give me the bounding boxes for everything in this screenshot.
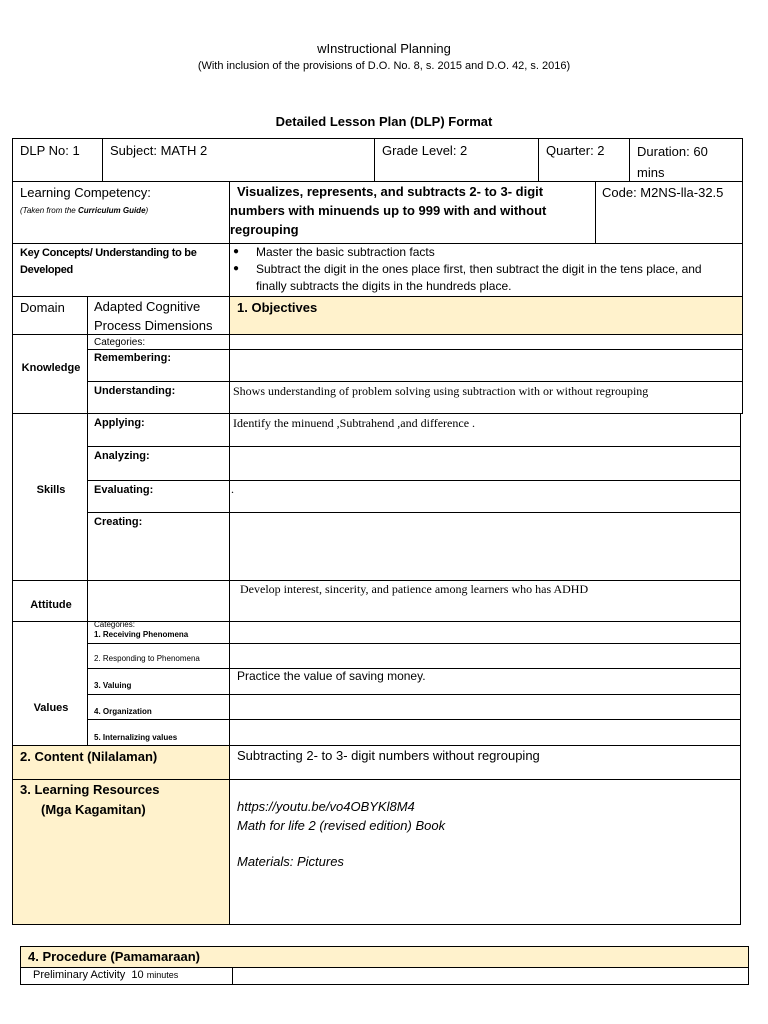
- evaluating-objective: [229, 480, 741, 513]
- internalizing-cell: [87, 719, 230, 746]
- valuing-label: 3. Valuing: [94, 681, 132, 690]
- key-concepts-label-cell: [12, 243, 230, 297]
- preliminary-content-cell: [232, 967, 749, 985]
- preliminary-label: Preliminary Activity 10 minutes: [33, 969, 179, 981]
- knowledge-categories-cell: [87, 334, 230, 350]
- domain-header-cell: [12, 296, 88, 335]
- creating-objective: [229, 512, 741, 581]
- attitude-objective: [229, 580, 741, 622]
- grade-cell: [374, 138, 539, 182]
- key-concepts-label: Key Concepts/ Understanding to be Developed: [20, 247, 197, 276]
- document-title: wInstructional Planning: [317, 41, 451, 56]
- duration-cell: [629, 138, 743, 182]
- attitude-acpd-cell: [87, 580, 230, 622]
- content-label: 2. Content (Nilalaman): [20, 749, 158, 764]
- skills-cell: [12, 413, 88, 581]
- bullet-icon: ●: [233, 263, 240, 274]
- resource-book: Math for life 2 (revised edition) Book: [237, 818, 446, 833]
- resource-link[interactable]: https://youtu.be/vo4OBYKl8M4: [237, 799, 415, 814]
- evaluating-label: Evaluating:: [94, 484, 154, 496]
- competency-note: (Taken from the Curriculum Guide): [20, 206, 149, 215]
- understanding-cell: [87, 381, 230, 414]
- key-concept-2: Subtract the digit in the ones place first, then subtract the digit in the tens place, and finally subtracts the digits in the hundreds place.: [256, 262, 702, 293]
- procedure-label: 4. Procedure (Pamamaraan): [28, 949, 200, 964]
- resources-text-cell: [229, 779, 741, 925]
- values-categories-label: Categories:: [94, 620, 135, 629]
- applying-text: Identify the minuend ,Subtrahend ,and difference .: [233, 416, 476, 430]
- competency-label: Learning Competency:: [20, 185, 151, 200]
- analyzing-cell: [87, 446, 230, 481]
- knowledge-label: Knowledge: [21, 362, 81, 374]
- receiving-objective: [229, 621, 741, 644]
- understanding-text: Shows understanding of problem solving using subtraction with or without regrouping: [233, 384, 649, 398]
- responding-objective: [229, 643, 741, 669]
- analyzing-label: Analyzing:: [94, 450, 150, 462]
- remembering-cell: [87, 349, 230, 382]
- knowledge-cell: [12, 334, 88, 414]
- understanding-label: Understanding:: [94, 385, 176, 397]
- quarter-cell: [538, 138, 630, 182]
- understanding-objective: [229, 381, 743, 414]
- dlp-no-cell: [12, 138, 103, 182]
- valuing-text: Practice the value of saving money.: [237, 669, 426, 683]
- duration: Duration: 60 mins: [637, 144, 708, 180]
- responding-label: 2. Responding to Phenomena: [94, 654, 200, 663]
- grade-level: Grade Level: 2: [382, 143, 468, 158]
- objectives-label: 1. Objectives: [237, 300, 318, 315]
- competency-code: Code: M2NS-lla-32.5: [602, 185, 724, 200]
- document-subtitle: (With inclusion of the provisions of D.O. No. 8, s. 2015 and D.O. 42, s. 2016): [197, 60, 571, 72]
- domain-label: Domain: [20, 300, 65, 315]
- applying-label: Applying:: [94, 417, 145, 429]
- creating-label: Creating:: [94, 516, 143, 528]
- quarter: Quarter: 2: [546, 143, 605, 158]
- subject: Subject: MATH 2: [110, 143, 208, 158]
- objectives-header-cell: [229, 296, 743, 335]
- valuing-cell: [87, 668, 230, 695]
- creating-cell: [87, 512, 230, 581]
- content-text-cell: [229, 745, 741, 780]
- competency-label-cell: [12, 181, 230, 244]
- format-title: Detailed Lesson Plan (DLP) Format: [275, 114, 493, 129]
- acpd-header-cell: [87, 296, 230, 335]
- attitude-cell: [12, 580, 88, 622]
- bullet-icon: ●: [233, 246, 240, 257]
- knowledge-categories-objective: [229, 334, 743, 350]
- procedure-header-cell: [20, 946, 749, 968]
- receiving-cell: [87, 621, 230, 644]
- valuing-objective: [229, 668, 741, 695]
- code-cell: [595, 181, 743, 244]
- content-text: Subtracting 2- to 3- digit numbers without regrouping: [237, 748, 540, 763]
- key-concept-1: Master the basic subtraction facts: [256, 245, 435, 259]
- remembering-label: Remembering:: [94, 352, 172, 364]
- organization-objective: [229, 694, 741, 720]
- acpd-label: Adapted Cognitive Process Dimensions: [94, 299, 213, 333]
- resources-label-cell: [12, 779, 230, 925]
- knowledge-categories-label: Categories:: [94, 337, 146, 348]
- content-label-cell: [12, 745, 230, 780]
- remembering-objective: [229, 349, 743, 382]
- attitude-label: Attitude: [30, 599, 72, 611]
- attitude-text: Develop interest, sincerity, and patience among learners who has ADHD: [240, 582, 589, 596]
- analyzing-objective: [229, 446, 741, 481]
- organization-cell: [87, 694, 230, 720]
- applying-objective: [229, 413, 741, 447]
- responding-cell: [87, 643, 230, 669]
- key-concepts-cell: [229, 243, 743, 297]
- resource-materials: Materials: Pictures: [237, 854, 344, 869]
- internalizing-label: 5. Internalizing values: [94, 733, 178, 742]
- evaluating-cell: [87, 480, 230, 513]
- skills-label: Skills: [36, 484, 66, 496]
- competency-text-cell: [229, 181, 596, 244]
- applying-cell: [87, 413, 230, 447]
- values-label: Values: [33, 702, 69, 714]
- organization-label: 4. Organization: [94, 707, 152, 716]
- preliminary-cell: [20, 967, 233, 985]
- evaluating-text: .: [231, 482, 234, 496]
- internalizing-objective: [229, 719, 741, 746]
- resources-label: 3. Learning Resources: [20, 782, 160, 797]
- dlp-no: DLP No: 1: [20, 143, 80, 158]
- values-cell: [12, 621, 88, 746]
- subject-cell: [102, 138, 375, 182]
- resources-label-tagalog: (Mga Kagamitan): [41, 802, 146, 817]
- receiving-label: 1. Receiving Phenomena: [94, 630, 189, 639]
- competency-text: Visualizes, represents, and subtracts 2- to 3- digit numbers with minuends up to 999 with and without regrouping: [230, 184, 547, 237]
